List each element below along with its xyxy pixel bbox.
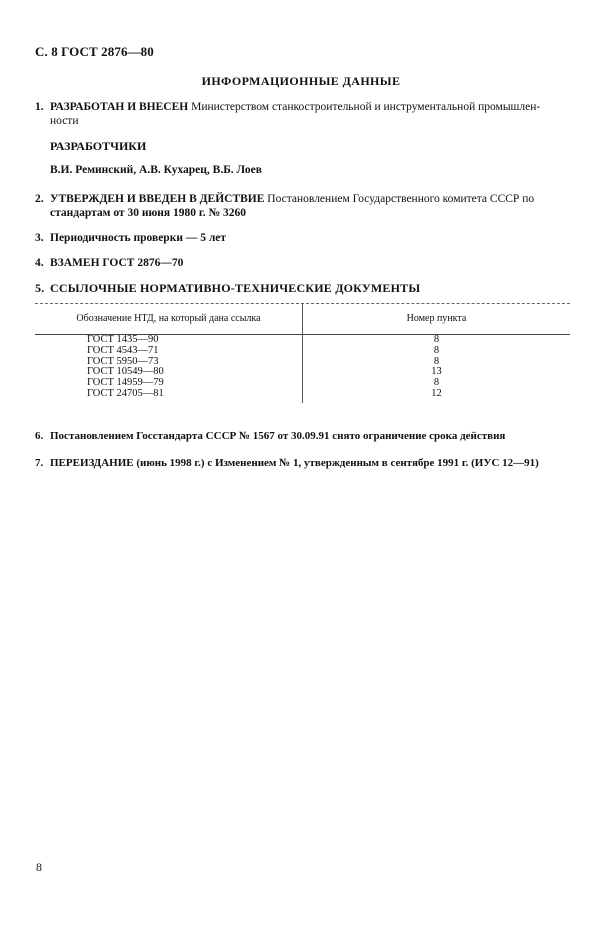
- table-cell-item-number: 8: [433, 377, 440, 389]
- item-text: Министерством станкостроительной и инструментальной промышлен-: [188, 101, 541, 113]
- item-reissue: [35, 456, 570, 470]
- table-cell-item-number: 12: [431, 387, 442, 399]
- item-review-period: [35, 231, 570, 245]
- item-number: 6.: [35, 430, 44, 442]
- table-column-item-numbers: [303, 335, 570, 400]
- item-validity-lifted: [35, 429, 570, 443]
- table-cell-document: ГОСТ 1435—90: [87, 334, 159, 345]
- table-cell-item-number: 13: [431, 366, 442, 378]
- table-cell-document: ГОСТ 10549—80: [87, 366, 164, 378]
- table-cell-document: ГОСТ 14959—79: [87, 377, 164, 389]
- item-number: 7.: [35, 457, 44, 469]
- item-text: Периодичность проверки — 5 лет: [50, 232, 227, 244]
- table-cell-item-number: 8: [433, 334, 440, 345]
- table-cell-document: ГОСТ 24705—81: [87, 387, 164, 399]
- item-bold-label: РАЗРАБОТАН И ВНЕСЕН: [50, 101, 189, 113]
- item-text: ССЫЛОЧНЫЕ НОРМАТИВНО-ТЕХНИЧЕСКИЕ ДОКУМЕНТЫ: [50, 281, 421, 295]
- item-number: 5.: [35, 281, 45, 295]
- references-heading: [35, 281, 420, 296]
- item-number: 2.: [35, 193, 44, 205]
- table-cell-document: ГОСТ 5950—73: [87, 355, 159, 367]
- item-text: ВЗАМЕН ГОСТ 2876—70: [50, 257, 184, 269]
- item-text: Постановлением Государственного комитета СССР по: [264, 193, 535, 205]
- table-header-item-number: Номер пункта: [406, 313, 467, 324]
- item-developed-by: [35, 100, 570, 128]
- item-approved: [35, 192, 570, 220]
- developers-heading: РАЗРАБОТЧИКИ: [50, 139, 147, 153]
- table-header-document: Обозначение НТД, на который дана ссылка: [76, 313, 261, 324]
- item-number: 4.: [35, 257, 44, 269]
- table-cell-item-number: 8: [433, 344, 440, 356]
- page-header: С. 8 ГОСТ 2876—80: [35, 44, 154, 59]
- table-cell-item-number: 8: [433, 355, 440, 367]
- page-number: 8: [36, 860, 42, 874]
- item-number: 1.: [35, 101, 44, 113]
- item-continuation: ности: [50, 115, 79, 127]
- item-bold-label: УТВЕРЖДЕН И ВВЕДЕН В ДЕЙСТВИЕ: [50, 193, 265, 205]
- page-title: ИНФОРМАЦИОННЫЕ ДАННЫЕ: [201, 74, 401, 88]
- item-replaces: [35, 256, 570, 270]
- item-text: Постановлением Госстандарта СССР № 1567 от 30.09.91 снято ограничение срока действия: [50, 430, 506, 442]
- item-number: 3.: [35, 232, 44, 244]
- item-text: ПЕРЕИЗДАНИЕ (июнь 1998 г.) с Изменением № 1, утвержденным в сентябре 1991 г. (ИУС 12—91): [50, 457, 539, 469]
- table-cell-document: ГОСТ 4543—71: [87, 344, 159, 356]
- references-table: [35, 303, 570, 403]
- table-column-documents: [87, 335, 287, 400]
- item-continuation: стандартам от 30 июня 1980 г. № 3260: [50, 207, 246, 219]
- developers-names: В.И. Реминский, А.В. Кухарец, В.Б. Лоев: [50, 164, 262, 176]
